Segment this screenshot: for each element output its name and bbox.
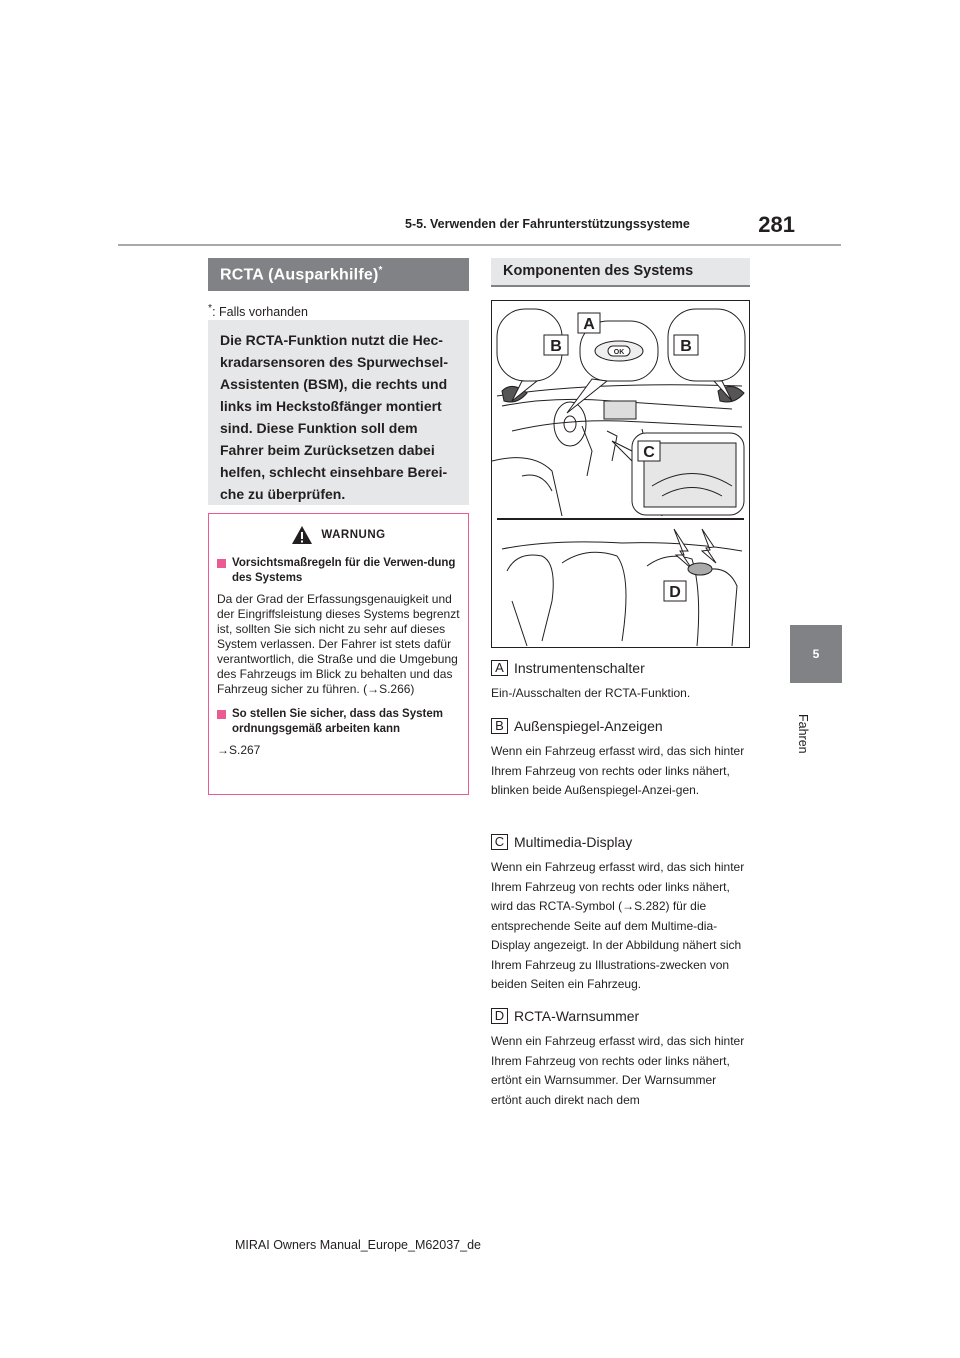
intro-line: Assistenten (BSM), die rechts und	[220, 376, 448, 392]
figure-label-b-right: B	[680, 338, 692, 355]
component-description: Ein-/Ausschalten der RCTA-Funktion.	[491, 686, 691, 700]
warning-header	[217, 522, 460, 548]
page-number: 281	[758, 212, 795, 237]
rcta-heading	[208, 258, 469, 291]
figure-label-ok: OK	[613, 349, 625, 356]
chapter-tab[interactable]: 5	[790, 625, 842, 683]
components-heading: Komponenten des Systems	[491, 258, 750, 287]
warning-item-body: →S.267	[217, 743, 261, 757]
warning-item-title: So stellen Sie sicher, dass das System ordnungsgemäß arbeiten kann	[232, 708, 443, 735]
component-item-a	[491, 660, 750, 704]
warning-item	[217, 707, 460, 737]
intro-line: sind. Diese Funktion soll dem	[220, 420, 418, 436]
component-letter: B	[491, 718, 508, 734]
intro-line: Fahrer beim Zurücksetzen dabei	[220, 442, 435, 458]
component-description: Wenn ein Fahrzeug erfasst wird, das sich hinter Ihrem Fahrzeug von rechts oder links nähert, blinken beide Außenspiegel-Anzei-gen.	[491, 744, 745, 797]
rcta-heading-text: RCTA (Ausparkhilfe)	[220, 266, 379, 284]
footnote-text: : Falls vorhanden	[212, 305, 308, 320]
component-title-text: Instrumentenschalter	[514, 660, 645, 676]
intro-line: kradarsensoren des Spurwechsel-	[220, 354, 448, 370]
intro-line: helfen, schlecht einsehbare Berei-	[220, 464, 448, 480]
figure-label-b-left: B	[550, 338, 562, 355]
component-title	[491, 718, 750, 734]
pink-square-icon	[217, 710, 226, 719]
component-item-c	[491, 834, 750, 995]
component-item-b	[491, 718, 750, 801]
component-letter: A	[491, 660, 508, 676]
system-components-illustration	[491, 300, 750, 648]
footnote-mark: *	[208, 303, 213, 314]
pink-square-icon	[217, 559, 226, 568]
footer-text: MIRAI Owners Manual_Europe_M62037_de	[235, 1238, 481, 1252]
component-title-text: Außenspiegel-Anzeigen	[514, 718, 663, 734]
component-title	[491, 1008, 750, 1024]
component-description: Wenn ein Fahrzeug erfasst wird, das sich hinter Ihrem Fahrzeug von rechts oder links nähert, wird das RCTA-Symbol (→S.282) für die entsprechende Seite auf dem Multime-dia-Display angezeigt. In der Abbildung nähert sich Ihrem Fahrzeug zu Illustrations-zwecken von beiden Seiten ein Fahrzeug.	[491, 860, 745, 991]
component-letter: D	[491, 1008, 508, 1024]
warning-title: WARNUNG	[321, 528, 386, 541]
figure-label-a: A	[583, 316, 595, 333]
rcta-heading-mark: *	[378, 265, 383, 276]
component-item-d	[491, 1008, 750, 1110]
section-title: 5-5. Verwenden der Fahrunterstützungssysteme	[405, 217, 690, 231]
intro-line: Die RCTA-Funktion nutzt die Hec-	[220, 332, 443, 348]
component-letter: C	[491, 834, 508, 850]
warning-item-body: Da der Grad der Erfassungsgenauigkeit und der Eingriffsleistung dieses Systems begrenzt ist, sollten Sie sich nicht zu sehr auf dieses System verlassen. Der Fahrer ist stets dafür verantwortlich, die Straße und die Umgebung des Fahrzeugs im Blick zu behalten und das Fahrzeug sicher zu führen. (→S.266)	[217, 592, 460, 696]
warning-box	[208, 513, 469, 795]
figure-label-d: D	[669, 584, 681, 601]
component-description: Wenn ein Fahrzeug erfasst wird, das sich hinter Ihrem Fahrzeug von rechts oder links nähert, ertönt ein Warnsummer. Der Warnsummer ertönt auch direkt nach dem	[491, 1034, 745, 1107]
component-title	[491, 834, 750, 850]
footnote	[208, 303, 469, 319]
warning-triangle-icon	[291, 525, 313, 545]
header-divider	[118, 244, 841, 246]
component-title-text: RCTA-Warnsummer	[514, 1008, 640, 1024]
warning-item-title: Vorsichtsmaßregeln für die Verwen-dung des Systems	[232, 557, 456, 584]
car-interior-drawing	[492, 301, 750, 648]
figure-label-c: C	[643, 444, 655, 461]
component-title-text: Multimedia-Display	[514, 834, 633, 850]
component-title	[491, 660, 750, 676]
intro-line: che zu überprüfen.	[220, 486, 346, 502]
chapter-label: Fahren	[796, 714, 810, 754]
intro-box	[208, 320, 469, 505]
intro-line: links im Heckstoßfänger montiert	[220, 398, 442, 414]
warning-item	[217, 556, 460, 586]
